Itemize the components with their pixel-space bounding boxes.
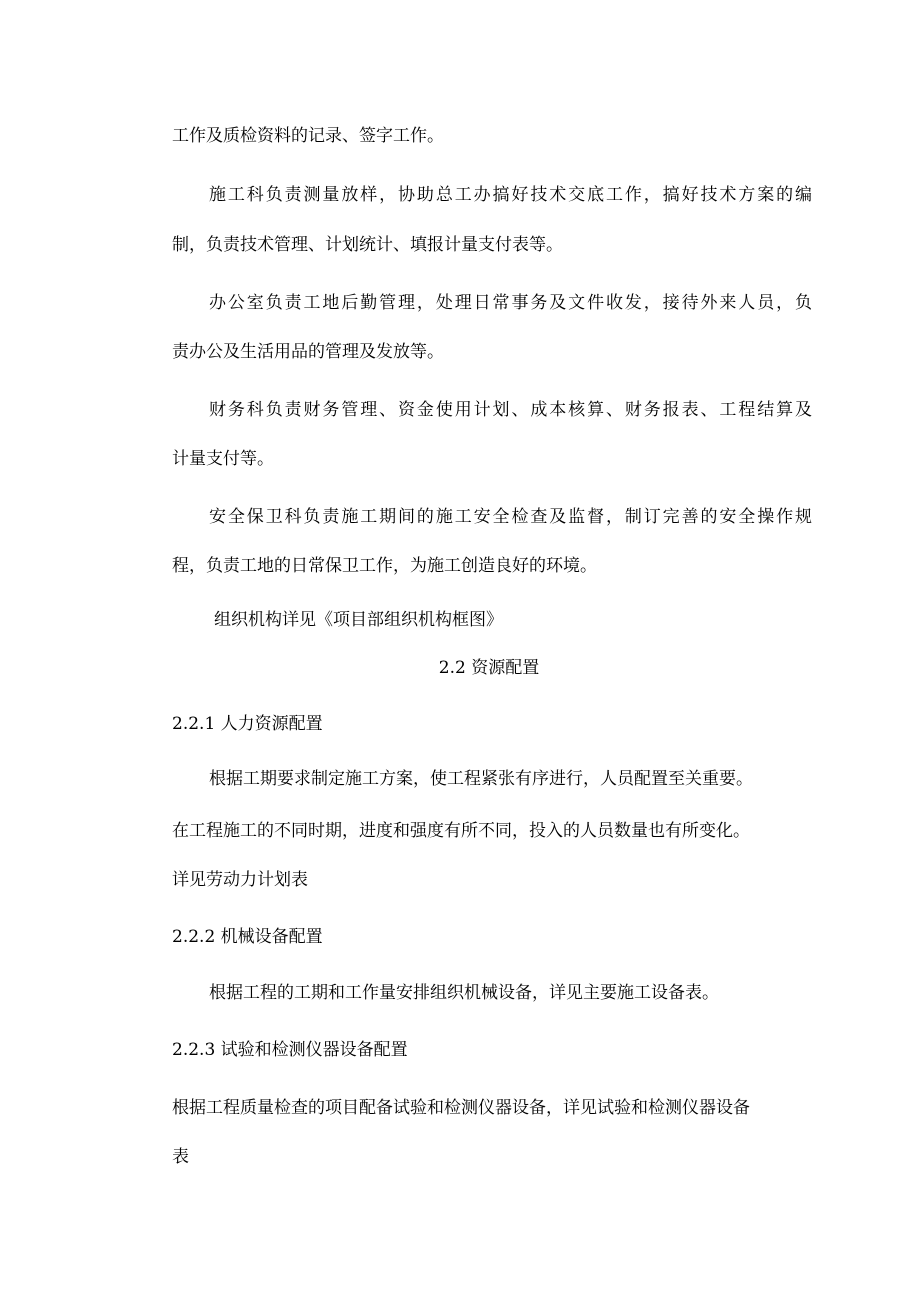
- paragraph-line: 程，负责工地的日常保卫工作，为施工创造良好的环境。: [172, 556, 597, 576]
- subsection-heading: 2.2.2 机械设备配置: [172, 927, 323, 947]
- paragraph-line: 根据工程质量检查的项目配备试验和检测仪器设备，详见试验和检测仪器设备: [172, 1098, 750, 1118]
- paragraph-line: 安全保卫科负责施工期间的施工安全检查及监督，制订完善的安全操作规: [209, 507, 812, 527]
- paragraph-line: 组织机构详见《项目部组织机构框图》: [214, 610, 503, 630]
- paragraph-line: 根据工期要求制定施工方案，使工程紧张有序进行，人员配置至关重要。: [209, 769, 753, 789]
- paragraph-line: 在工程施工的不同时期，进度和强度有所不同，投入的人员数量也有所变化。: [172, 821, 750, 841]
- paragraph-line: 表: [172, 1147, 189, 1167]
- subsection-heading: 2.2.1 人力资源配置: [172, 714, 323, 734]
- paragraph-line: 详见劳动力计划表: [172, 870, 308, 890]
- subsection-heading: 2.2.3 试验和检测仪器设备配置: [172, 1040, 408, 1060]
- paragraph-line: 制，负责技术管理、计划统计、填报计量支付表等。: [172, 235, 563, 255]
- paragraph-line: 计量支付等。: [172, 449, 274, 469]
- paragraph-line: 责办公及生活用品的管理及发放等。: [172, 342, 444, 362]
- paragraph-line: 根据工程的工期和工作量安排组织机械设备，详见主要施工设备表。: [209, 983, 719, 1003]
- section-heading: 2.2 资源配置: [438, 658, 540, 678]
- paragraph-line: 办公室负责工地后勤管理，处理日常事务及文件收发，接待外来人员，负: [209, 293, 812, 313]
- paragraph-line: 工作及质检资料的记录、签字工作。: [172, 126, 444, 146]
- paragraph-line: 财务科负责财务管理、资金使用计划、成本核算、财务报表、工程结算及: [209, 400, 812, 420]
- paragraph-line: 施工科负责测量放样，协助总工办搞好技术交底工作，搞好技术方案的编: [209, 185, 812, 205]
